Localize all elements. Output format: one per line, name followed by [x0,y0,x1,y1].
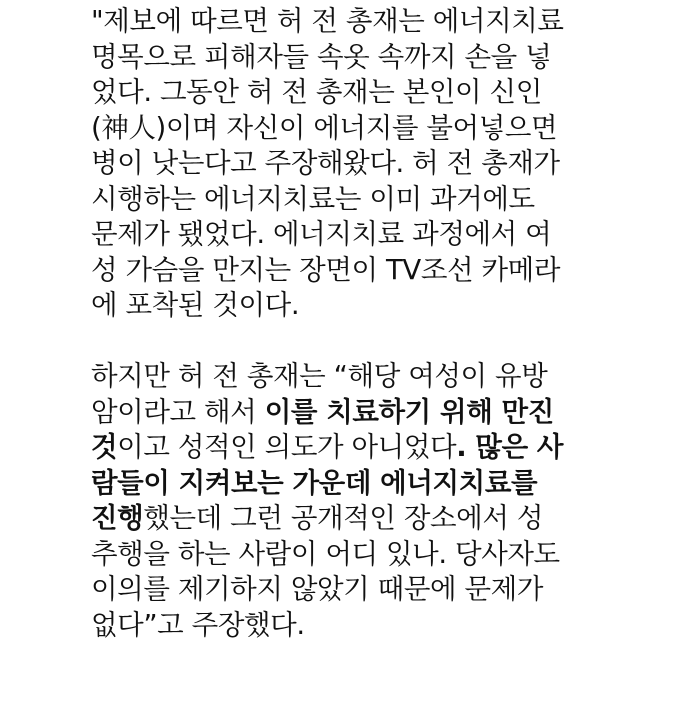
plain-text: 이고 성적인 의도가 아니었다 [117,431,457,463]
text-line: 추행을 하는 사람이 어디 있나. 당사자도 [91,537,560,570]
bold-text: 이를 치료하기 위해 만진 [264,395,554,428]
paragraph-2 [91,359,621,643]
plain-text: 했는데 그런 공개적인 장소에서 성 [143,502,544,534]
article-body [91,4,621,643]
bold-text: 것 [91,431,118,463]
text-line: 람들이 지켜보는 가운데 에너지치료를 [91,466,538,499]
text-line [91,501,621,537]
text-line: 문제가 됐었다. 에너지치료 과정에서 여 [91,218,552,250]
text-line: 병이 낫는다고 주장해왔다. 허 전 총재가 [91,147,560,179]
text-line: 없다”고 주장했다. [91,608,305,641]
bold-text: . 많은 사 [456,431,564,463]
bold-text: 진행 [91,502,144,534]
text-line: 이의를 제기하지 않았기 때문에 문제가 [91,573,544,605]
text-line: 었다. 그동안 허 전 총재는 본인이 신인 [91,76,542,108]
text-line: 명목으로 피해자들 속옷 속까지 손을 넣 [91,40,552,73]
paragraph-gap [91,324,621,360]
plain-text: 암이라고 해서 [91,395,265,428]
text-line: 시행하는 에너지치료는 이미 과거에도 [91,182,535,215]
text-line: (神人)이며 자신이 에너지를 불어넣으면 [91,111,558,144]
text-line: 하지만 허 전 총재는 “해당 여성이 유방 [91,360,548,392]
text-line: 에 포착된 것이다. [91,289,300,321]
paragraph-1 [91,4,621,324]
text-line: "제보에 따르면 허 전 총재는 에너지치료 [91,5,564,37]
text-line [91,430,621,466]
text-line: 성 가슴을 만지는 장면이 TV조선 카메라 [91,253,560,286]
text-line [91,395,621,431]
